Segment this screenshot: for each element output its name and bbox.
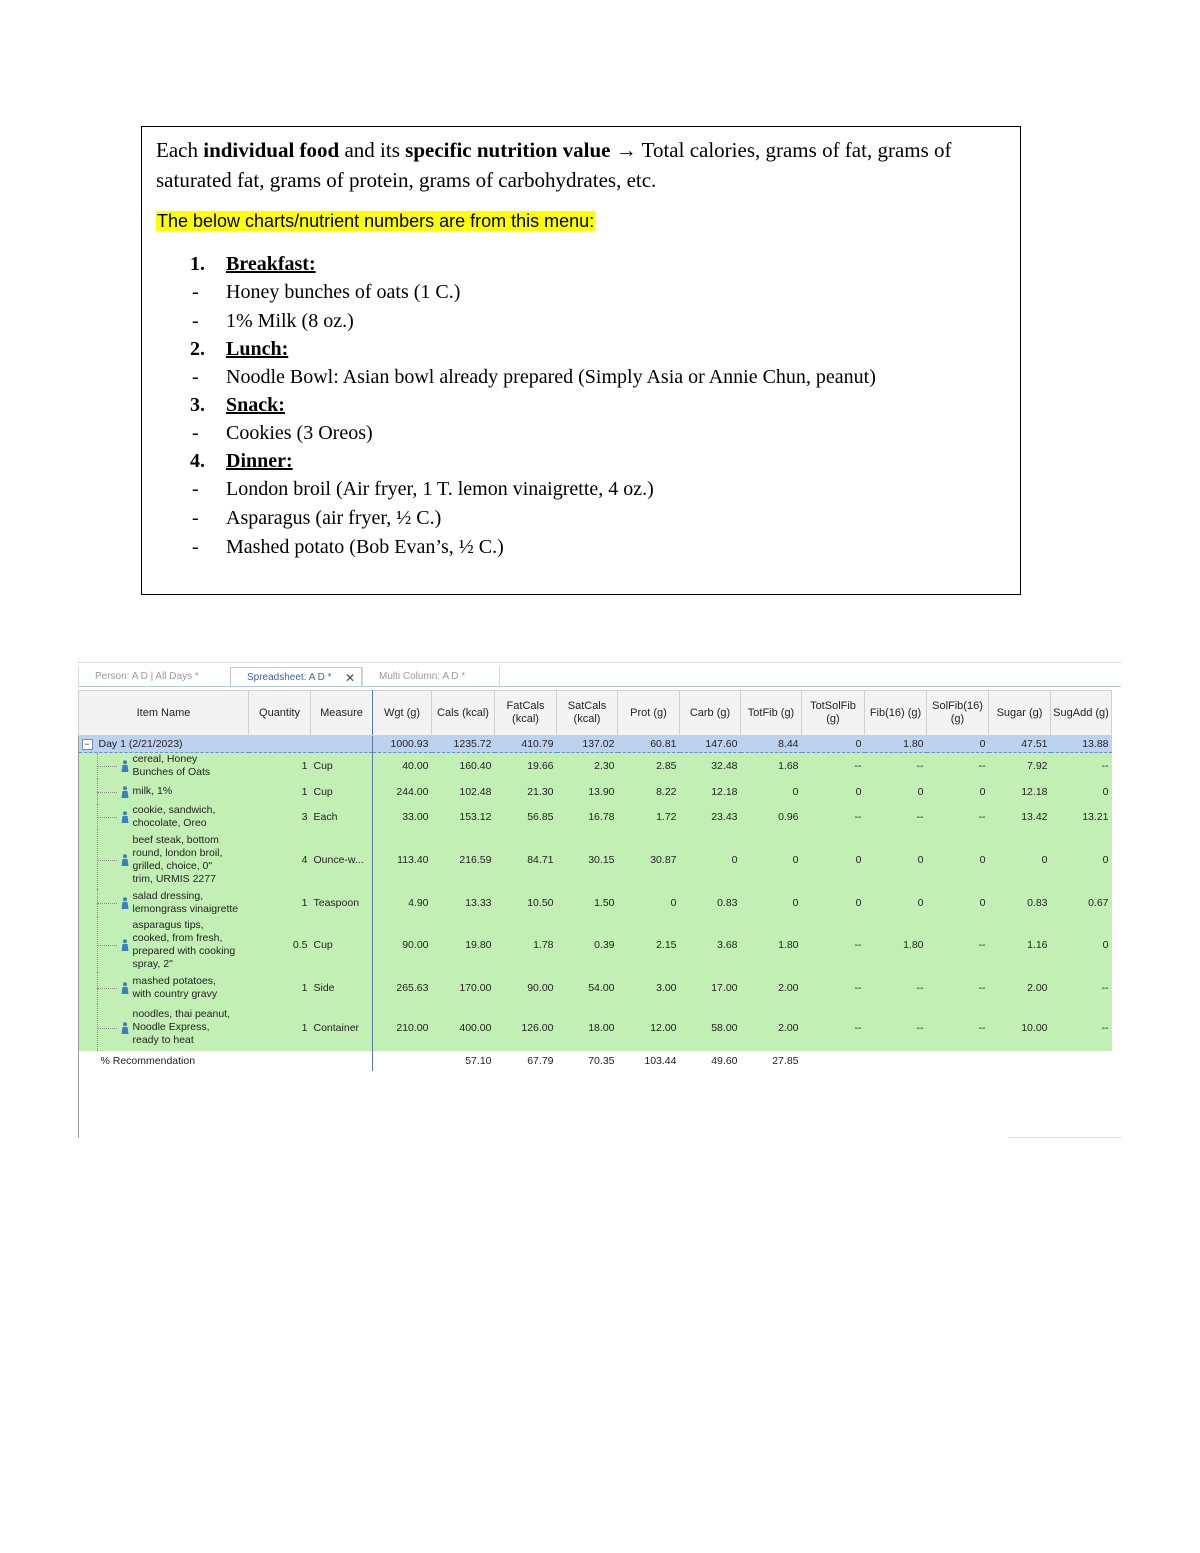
nutrient-value-cell[interactable]: 265.63	[373, 972, 432, 1004]
item-name-cell[interactable]	[79, 889, 249, 917]
recommendation-cell: 103.44	[618, 1051, 680, 1071]
nutrient-value-cell[interactable]: --	[927, 804, 989, 830]
item-name-cell[interactable]	[79, 779, 249, 804]
meal-item-text: Honey bunches of oats (1 C.)	[226, 281, 461, 303]
intro-bold-individual-food: individual food	[203, 138, 340, 162]
food-item-icon	[121, 760, 129, 772]
nutrient-value-cell[interactable]: 2.30	[557, 753, 618, 780]
highlight-line	[156, 207, 1006, 237]
nutrient-value-cell[interactable]: 90.00	[373, 917, 432, 972]
food-item-icon	[121, 786, 129, 798]
nutrient-value-cell[interactable]: 54.00	[557, 972, 618, 1004]
recommendation-cell	[1051, 1051, 1112, 1071]
nutrient-value-cell[interactable]: --	[802, 753, 865, 780]
nutrient-value-cell[interactable]: 0	[802, 889, 865, 917]
nutrient-value-cell[interactable]: 0	[865, 889, 927, 917]
item-name-line: salad dressing,	[132, 890, 204, 902]
day-total-cell[interactable]: 1000.93	[373, 736, 432, 753]
recommendation-cell	[989, 1051, 1051, 1071]
recommendation-cell: 70.35	[557, 1051, 618, 1071]
nutrient-value-cell[interactable]: --	[1051, 1004, 1112, 1051]
nutrient-value-cell[interactable]: --	[927, 972, 989, 1004]
quantity-cell[interactable]: 1	[249, 1004, 311, 1051]
nutrient-value-cell[interactable]: 2.85	[618, 753, 680, 780]
nutrient-value-cell[interactable]: 58.00	[680, 1004, 741, 1051]
column-header[interactable]: TotSolFib (g)	[802, 691, 865, 736]
item-name-line: beef steak, bottom	[132, 833, 219, 846]
day-total-cell[interactable]: 0	[802, 736, 865, 753]
tree-branch	[97, 988, 117, 989]
item-name-cell[interactable]	[79, 753, 249, 780]
nutrient-value-cell[interactable]: 90.00	[495, 972, 557, 1004]
column-header[interactable]: Cals (kcal)	[432, 691, 495, 736]
column-header[interactable]: Fib(16) (g)	[865, 691, 927, 736]
nutrient-value-cell[interactable]: 56.85	[495, 804, 557, 830]
day-total-cell[interactable]: 147.60	[680, 736, 741, 753]
collapse-toggle-icon[interactable]: −	[82, 739, 93, 750]
meal-heading	[156, 336, 1006, 363]
quantity-cell[interactable]: 3	[249, 804, 311, 830]
intro-text: Each	[156, 138, 204, 162]
tab-bar	[78, 662, 1121, 687]
item-name-line: asparagus tips,	[132, 918, 204, 931]
day-label: Day 1 (2/21/2023)	[98, 738, 183, 750]
nutrient-value-cell[interactable]: 126.00	[495, 1004, 557, 1051]
nutrient-value-cell[interactable]: 32.48	[680, 753, 741, 780]
column-header[interactable]: SatCals (kcal)	[557, 691, 618, 736]
nutrient-value-cell[interactable]: 0.67	[1051, 889, 1112, 917]
nutrient-value-cell[interactable]: 0	[741, 779, 802, 804]
intro-text: and its	[339, 138, 406, 162]
nutrient-value-cell[interactable]: 23.43	[680, 804, 741, 830]
meal-number: 4.	[190, 450, 205, 472]
meal-item-text: 1% Milk (8 oz.)	[226, 310, 354, 332]
menu-description-box	[141, 126, 1021, 595]
dash-bullet: -	[192, 422, 199, 444]
nutrient-value-cell[interactable]: --	[802, 804, 865, 830]
nutrient-value-cell[interactable]: 13.21	[1051, 804, 1112, 830]
nutrient-value-cell[interactable]: 2.00	[741, 1004, 802, 1051]
intro-paragraph	[156, 135, 1006, 195]
nutrient-value-cell[interactable]: 30.15	[557, 830, 618, 889]
dash-bullet: -	[192, 536, 199, 558]
nutrient-value-cell[interactable]: 2.00	[741, 972, 802, 1004]
item-name-cell[interactable]	[79, 830, 249, 889]
meal-item-text: Noodle Bowl: Asian bowl already prepared (Simply Asia or Annie Chun, peanut)	[226, 366, 876, 388]
nutrient-value-cell[interactable]: 0	[1051, 779, 1112, 804]
nutrient-value-cell[interactable]: 170.00	[432, 972, 495, 1004]
item-name-line: Bunches of Oats	[132, 766, 211, 778]
quantity-cell[interactable]: 0.5	[249, 917, 311, 972]
nutrient-value-cell[interactable]: 1.80	[741, 917, 802, 972]
nutrient-value-cell[interactable]: 7.92	[989, 753, 1051, 780]
column-header[interactable]: SolFib(16) (g)	[927, 691, 989, 736]
nutrient-value-cell[interactable]: 21.30	[495, 779, 557, 804]
nutrient-value-cell[interactable]: 0	[680, 830, 741, 889]
day-total-cell[interactable]: 1235.72	[432, 736, 495, 753]
nutrient-value-cell[interactable]: --	[1051, 753, 1112, 780]
column-header[interactable]: TotFib (g)	[741, 691, 802, 736]
nutrient-value-cell[interactable]: --	[927, 753, 989, 780]
food-item-icon	[121, 897, 129, 909]
measure-cell[interactable]: Each	[311, 804, 373, 830]
nutrient-value-cell[interactable]: 3.68	[680, 917, 741, 972]
food-row[interactable]	[79, 830, 1112, 889]
item-name-cell[interactable]	[79, 972, 249, 1004]
nutrient-value-cell[interactable]: 0	[927, 830, 989, 889]
nutrient-value-cell[interactable]: 4.90	[373, 889, 432, 917]
measure-cell[interactable]: Teaspoon	[311, 889, 373, 917]
meal-item	[156, 533, 1006, 562]
meal-item-text: London broil (Air fryer, 1 T. lemon vinaigrette, 4 oz.)	[226, 478, 654, 500]
nutrient-value-cell[interactable]: 8.22	[618, 779, 680, 804]
recommendation-cell	[802, 1051, 865, 1071]
nutrient-value-cell[interactable]: 19.80	[432, 917, 495, 972]
tab-underline	[78, 686, 1121, 687]
food-row[interactable]	[79, 917, 1112, 972]
nutrient-value-cell[interactable]: 153.12	[432, 804, 495, 830]
quantity-cell[interactable]: 1	[249, 972, 311, 1004]
recommendation-cell: 27.85	[741, 1051, 802, 1071]
nutrient-value-cell[interactable]: 10.50	[495, 889, 557, 917]
tree-branch	[97, 792, 117, 793]
nutrient-value-cell[interactable]: --	[865, 1004, 927, 1051]
tab-spreadsheet[interactable]	[230, 667, 362, 687]
intro-text: Total calories, grams of fat, grams of saturated fat, grams of protein, grams of carbohydrates, etc.	[156, 138, 952, 192]
nutrition-spreadsheet	[78, 662, 1121, 1138]
item-name-line: noodles, thai peanut,	[132, 1008, 230, 1020]
meal-heading	[156, 251, 1006, 278]
nutrient-value-cell[interactable]: 0.83	[989, 889, 1051, 917]
nutrient-value-cell[interactable]: 0	[802, 830, 865, 889]
dash-bullet: -	[192, 310, 199, 332]
recommendation-label: % Recommendation	[79, 1051, 373, 1071]
column-header[interactable]: Quantity	[249, 691, 311, 736]
nutrient-value-cell[interactable]: --	[865, 804, 927, 830]
nutrient-value-cell[interactable]: 2.00	[989, 972, 1051, 1004]
nutrient-value-cell[interactable]: 13.33	[432, 889, 495, 917]
food-row[interactable]	[79, 753, 1112, 780]
nutrient-value-cell[interactable]: --	[927, 917, 989, 972]
tab-person-all-days[interactable]	[78, 667, 230, 687]
food-item-icon	[121, 939, 129, 951]
food-row[interactable]	[79, 972, 1112, 1004]
nutrient-value-cell[interactable]: 19.66	[495, 753, 557, 780]
nutrient-value-cell[interactable]: 0.83	[680, 889, 741, 917]
header-row	[79, 691, 1112, 736]
food-row[interactable]	[79, 804, 1112, 830]
recommendation-cell	[927, 1051, 989, 1071]
intro-bold-nutrition-value: specific nutrition value	[405, 138, 611, 162]
item-name-line: cooked, from fresh,	[132, 931, 223, 944]
item-name-line: milk, 1%	[132, 785, 173, 797]
item-name-line: prepared with cooking	[132, 944, 236, 957]
nutrient-value-cell[interactable]: 0.39	[557, 917, 618, 972]
nutrient-value-cell[interactable]: 0	[1051, 830, 1112, 889]
nutrient-value-cell[interactable]: 2.15	[618, 917, 680, 972]
meal-item	[156, 504, 1006, 533]
column-header[interactable]: Sugar (g)	[989, 691, 1051, 736]
highlighted-note: The below charts/nutrient numbers are from this menu:	[157, 211, 595, 231]
nutrient-value-cell[interactable]: --	[802, 1004, 865, 1051]
item-name-line: round, london broil,	[132, 846, 223, 859]
item-name-line: spray, 2"	[132, 957, 173, 970]
nutrient-value-cell[interactable]: 0	[927, 779, 989, 804]
nutrient-value-cell[interactable]: 0	[927, 889, 989, 917]
dash-bullet: -	[192, 478, 199, 500]
meal-heading	[156, 392, 1006, 419]
recommendation-cell: 57.10	[432, 1051, 495, 1071]
nutrient-value-cell[interactable]: --	[802, 972, 865, 1004]
quantity-cell[interactable]: 1	[249, 753, 311, 780]
meal-item-text: Cookies (3 Oreos)	[226, 422, 373, 444]
nutrient-value-cell[interactable]: 18.00	[557, 1004, 618, 1051]
nutrient-value-cell[interactable]: 30.87	[618, 830, 680, 889]
meal-item	[156, 419, 1006, 448]
nutrient-value-cell[interactable]: 244.00	[373, 779, 432, 804]
column-header[interactable]: FatCals (kcal)	[495, 691, 557, 736]
tree-branch	[97, 1028, 117, 1029]
tree-branch	[97, 860, 117, 861]
recommendation-cell	[373, 1051, 432, 1071]
food-item-icon	[121, 811, 129, 823]
nutrient-value-cell[interactable]: 1.78	[495, 917, 557, 972]
tab-label: Person: A D | All Days *	[95, 671, 199, 682]
nutrient-value-cell[interactable]: --	[865, 753, 927, 780]
nutrient-value-cell[interactable]: 160.40	[432, 753, 495, 780]
quantity-cell[interactable]: 1	[249, 779, 311, 804]
nutrient-value-cell[interactable]: 16.78	[557, 804, 618, 830]
meal-label: Breakfast:	[226, 253, 316, 275]
meal-heading	[156, 448, 1006, 475]
nutrient-value-cell[interactable]: 0	[741, 830, 802, 889]
meal-label: Snack:	[226, 394, 285, 416]
nutrient-value-cell[interactable]: 13.42	[989, 804, 1051, 830]
nutrient-value-cell[interactable]: 0	[1051, 917, 1112, 972]
tree-branch	[97, 817, 117, 818]
nutrient-value-cell[interactable]: 1.80	[865, 917, 927, 972]
tab-label: Multi Column: A D *	[379, 671, 466, 682]
nutrient-value-cell[interactable]: 0.96	[741, 804, 802, 830]
quantity-cell[interactable]: 1	[249, 889, 311, 917]
arrow-icon: →	[610, 138, 642, 162]
nutrient-value-cell[interactable]: 33.00	[373, 804, 432, 830]
item-name-line: lemongrass vinaigrette	[132, 903, 239, 915]
day-row[interactable]	[79, 736, 1112, 753]
nutrient-value-cell[interactable]: 17.00	[680, 972, 741, 1004]
nutrient-value-cell[interactable]: 0	[802, 779, 865, 804]
item-name-cell[interactable]	[79, 917, 249, 972]
measure-cell[interactable]: Side	[311, 972, 373, 1004]
close-icon[interactable]: ✕	[344, 671, 355, 685]
food-row[interactable]	[79, 779, 1112, 804]
day-label-cell[interactable]	[79, 736, 373, 753]
item-name-line: trim, URMIS 2277	[132, 872, 216, 885]
item-name-line: with country gravy	[132, 988, 218, 1000]
nutrient-value-cell[interactable]: 102.48	[432, 779, 495, 804]
food-item-icon	[121, 1022, 129, 1034]
item-name-line: grilled, choice, 0"	[132, 859, 213, 872]
day-total-cell[interactable]: 1.80	[865, 736, 927, 753]
meal-item	[156, 475, 1006, 504]
column-header[interactable]: Wgt (g)	[373, 691, 432, 736]
nutrient-value-cell[interactable]: --	[802, 917, 865, 972]
day-total-cell[interactable]: 13.88	[1051, 736, 1112, 753]
item-name-line: mashed potatoes,	[132, 975, 216, 987]
nutrient-value-cell[interactable]: 1.16	[989, 917, 1051, 972]
day-total-cell[interactable]: 47.51	[989, 736, 1051, 753]
day-total-cell[interactable]: 0	[927, 736, 989, 753]
item-name-cell[interactable]	[79, 1004, 249, 1051]
nutrient-value-cell[interactable]: 1.68	[741, 753, 802, 780]
nutrient-value-cell[interactable]: 40.00	[373, 753, 432, 780]
food-row[interactable]	[79, 1004, 1112, 1051]
recommendation-cell: 49.60	[680, 1051, 741, 1071]
dash-bullet: -	[192, 507, 199, 529]
nutrient-value-cell[interactable]: --	[865, 972, 927, 1004]
meal-label: Lunch:	[226, 338, 289, 360]
meal-item	[156, 307, 1006, 336]
nutrient-value-cell[interactable]: 0	[989, 830, 1051, 889]
nutrient-value-cell[interactable]: 3.00	[618, 972, 680, 1004]
tree-branch	[97, 945, 117, 946]
nutrient-value-cell[interactable]: 0	[618, 889, 680, 917]
item-name-cell[interactable]	[79, 804, 249, 830]
nutrient-value-cell[interactable]: 0	[865, 779, 927, 804]
nutrient-value-cell[interactable]: 216.59	[432, 830, 495, 889]
day-total-cell[interactable]: 410.79	[495, 736, 557, 753]
measure-cell[interactable]: Cup	[311, 753, 373, 780]
nutrient-value-cell[interactable]: 84.71	[495, 830, 557, 889]
nutrient-value-cell[interactable]: 10.00	[989, 1004, 1051, 1051]
food-row[interactable]	[79, 889, 1112, 917]
recommendation-cell: 67.79	[495, 1051, 557, 1071]
column-header[interactable]: Item Name	[79, 691, 249, 736]
nutrient-value-cell[interactable]: 210.00	[373, 1004, 432, 1051]
nutrient-value-cell[interactable]: 1.50	[557, 889, 618, 917]
column-header[interactable]: Measure	[311, 691, 373, 736]
nutrient-value-cell[interactable]: --	[927, 1004, 989, 1051]
measure-cell[interactable]: Cup	[311, 917, 373, 972]
food-item-icon	[121, 982, 129, 994]
tree-branch	[97, 766, 117, 767]
item-name-line: Noodle Express,	[132, 1021, 210, 1033]
nutrient-value-cell[interactable]: 0	[865, 830, 927, 889]
menu-list	[156, 251, 1006, 562]
nutrient-value-cell[interactable]: 12.00	[618, 1004, 680, 1051]
meal-item	[156, 278, 1006, 307]
measure-cell[interactable]: Container	[311, 1004, 373, 1051]
nutrient-value-cell[interactable]: 12.18	[680, 779, 741, 804]
quantity-cell[interactable]: 4	[249, 830, 311, 889]
measure-cell[interactable]: Ounce-w...	[311, 830, 373, 889]
tab-label: Spreadsheet: A D *	[247, 672, 332, 683]
tree-branch	[97, 903, 117, 904]
nutrient-value-cell[interactable]: 400.00	[432, 1004, 495, 1051]
meal-number: 1.	[190, 253, 205, 275]
column-header[interactable]: SugAdd (g)	[1051, 691, 1112, 736]
dash-bullet: -	[192, 366, 199, 388]
nutrition-grid	[78, 690, 1112, 1071]
meal-number: 2.	[190, 338, 205, 360]
nutrient-value-cell[interactable]: --	[1051, 972, 1112, 1004]
recommendation-cell	[865, 1051, 927, 1071]
recommendation-row	[79, 1051, 1112, 1071]
tab-multi-column[interactable]	[362, 667, 500, 687]
meal-item-text: Mashed potato (Bob Evan’s, ½ C.)	[226, 536, 504, 558]
meal-label: Dinner:	[226, 450, 293, 472]
day-total-cell[interactable]: 8.44	[741, 736, 802, 753]
column-header[interactable]: Prot (g)	[618, 691, 680, 736]
item-name-line: cereal, Honey	[132, 753, 198, 765]
day-total-cell[interactable]: 60.81	[618, 736, 680, 753]
dash-bullet: -	[192, 281, 199, 303]
item-name-line: chocolate, Oreo	[132, 817, 207, 829]
nutrient-value-cell[interactable]: 13.90	[557, 779, 618, 804]
item-name-line: cookie, sandwich,	[132, 804, 216, 816]
meal-item	[156, 363, 1006, 392]
item-name-line: ready to heat	[132, 1034, 194, 1046]
meal-item-text: Asparagus (air fryer, ½ C.)	[226, 507, 442, 529]
nutrient-value-cell[interactable]: 0	[741, 889, 802, 917]
divider	[1008, 1137, 1121, 1138]
day-total-cell[interactable]: 137.02	[557, 736, 618, 753]
meal-number: 3.	[190, 394, 205, 416]
column-header[interactable]: Carb (g)	[680, 691, 741, 736]
measure-cell[interactable]: Cup	[311, 779, 373, 804]
nutrient-value-cell[interactable]: 12.18	[989, 779, 1051, 804]
food-item-icon	[121, 854, 129, 866]
nutrient-value-cell[interactable]: 1.72	[618, 804, 680, 830]
nutrient-value-cell[interactable]: 113.40	[373, 830, 432, 889]
